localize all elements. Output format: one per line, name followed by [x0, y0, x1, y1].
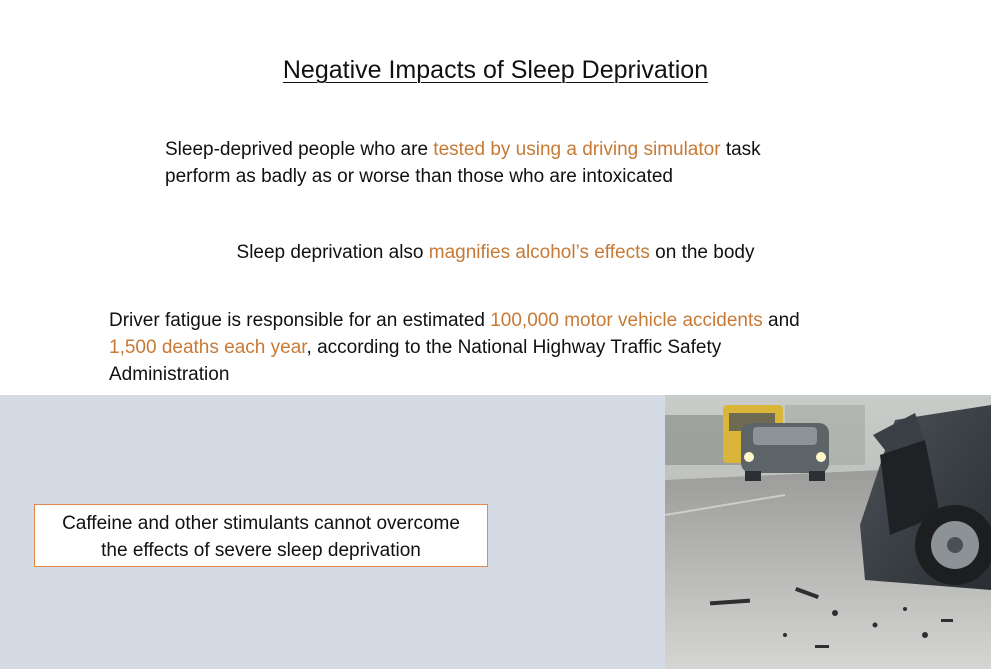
p3-text-c: and — [762, 310, 800, 331]
callout-line1: Caffeine and other stimulants cannot overcome — [62, 513, 460, 534]
p2-text-a: Sleep deprivation also — [236, 242, 429, 263]
p2-highlight: magnifies alcohol’s effects — [428, 242, 650, 263]
caffeine-callout-box — [34, 504, 488, 567]
callout-line2: the effects of severe sleep deprivation — [101, 540, 421, 561]
p1-highlight: tested by using a driving simulator — [433, 139, 721, 160]
paragraph-driver-fatigue — [109, 307, 899, 388]
p3-text-e: , according to the National Highway Traffic Safety — [306, 337, 722, 358]
p1-text-c: task — [720, 139, 761, 160]
p3-text-f: Administration — [109, 364, 230, 385]
p1-text-a: Sleep-deprived people who are — [165, 139, 434, 160]
p3-text-a: Driver fatigue is responsible for an estimated — [109, 310, 491, 331]
paragraph-alcohol-effects — [0, 239, 991, 266]
car-crash-photo — [665, 395, 991, 669]
p3-highlight-deaths: 1,500 deaths each year — [109, 337, 307, 358]
p1-text-d: perform as badly as or worse than those who are intoxicated — [165, 166, 673, 187]
p2-text-c: on the body — [649, 242, 755, 263]
p3-highlight-accidents: 100,000 motor vehicle accidents — [490, 310, 763, 331]
paragraph-driving-simulator — [165, 136, 865, 190]
slide-title: Negative Impacts of Sleep Deprivation — [282, 56, 709, 84]
